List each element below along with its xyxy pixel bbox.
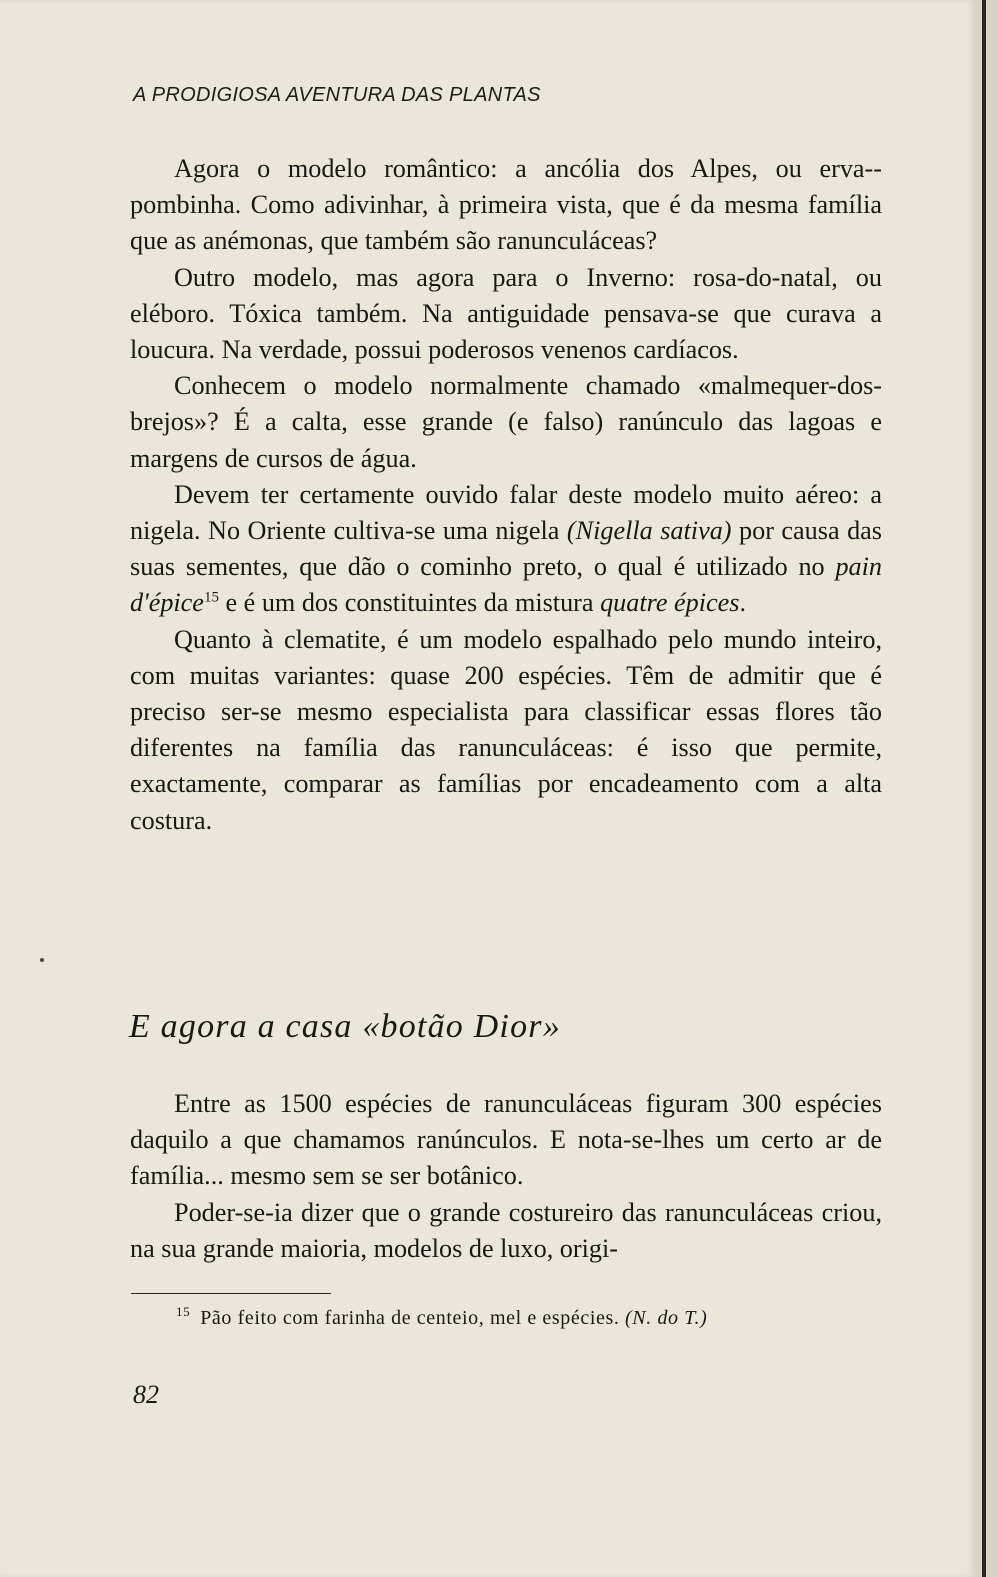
paragraph (130, 477, 882, 622)
footnote-attribution: (N. do T.) (625, 1307, 708, 1329)
paragraph: Quanto à clematite, é um modelo espalhado pelo mundo inteiro, com muitas variantes: quase 200 espécies. Têm de admitir que é preciso ser-se mesmo especialista para classificar essas flores tão diferentes na família das ranunculáceas: é isso que permite, exactamente, comparar as famílias por encadeamento com a alta costura. (130, 624, 882, 835)
italic-term: pain d'épice (130, 552, 882, 618)
paragraph: Entre as 1500 espécies de ranunculáceas figuram 300 espécies daquilo a que chamamos ranúnculos. E nota-se-lhes um certo ar de família... mesmo sem se ser botânico. (130, 1089, 882, 1191)
paragraph-text: . (739, 588, 746, 618)
footnote-number: 15 (176, 1304, 191, 1320)
body-text-lower (130, 1086, 882, 1267)
paragraph-text: por causa das suas sementes, que dão o cominho preto, o qual é utilizado no (130, 516, 882, 582)
italic-term: (Nigella sativa) (566, 516, 732, 546)
footnote-text: Pão feito com farinha de centeio, mel e espécies. (200, 1307, 620, 1329)
page-number: 82 (133, 1380, 159, 1409)
paper-speck (40, 958, 44, 962)
binding-gutter (982, 0, 986, 1577)
footnote-divider (131, 1293, 331, 1294)
running-head: A PRODIGIOSA AVENTURA DAS PLANTAS (133, 84, 541, 106)
section-heading: E agora a casa «botão Dior» (129, 1008, 561, 1045)
paragraph: Poder-se-ia dizer que o grande costureiro das ranunculáceas criou, na sua grande maioria, modelos de luxo, origi- (130, 1197, 882, 1263)
italic-term: quatre épices (600, 588, 740, 618)
paragraph: Conhecem o modelo normalmente chamado «malmequer-dos-brejos»? É a calta, esse grande (e falso) ranúnculo das lagoas e margens de cursos de água. (130, 371, 882, 473)
footnote (176, 1304, 708, 1330)
paragraph: Outro modelo, mas agora para o Inverno: rosa-do-natal, ou eléboro. Tóxica também. Na antiguidade pensava-se que curava a loucura. Na verdade, possui poderosos venenos cardíacos. (130, 262, 882, 365)
paragraph-text: Devem ter certamente ouvido falar deste modelo muito aéreo: a nigela. No Oriente cultiva-se uma nigela (130, 479, 882, 546)
paragraph-text: e é um dos constituintes da mistura (218, 588, 601, 618)
footnote-reference: 15 (203, 589, 219, 606)
paragraph: Agora o modelo romântico: a ancólia dos Alpes, ou erva--pombinha. Como adivinhar, à primeira vista, que é da mesma família que as anémonas, que também são ranunculáceas? (130, 154, 882, 256)
body-text-upper (130, 151, 882, 839)
